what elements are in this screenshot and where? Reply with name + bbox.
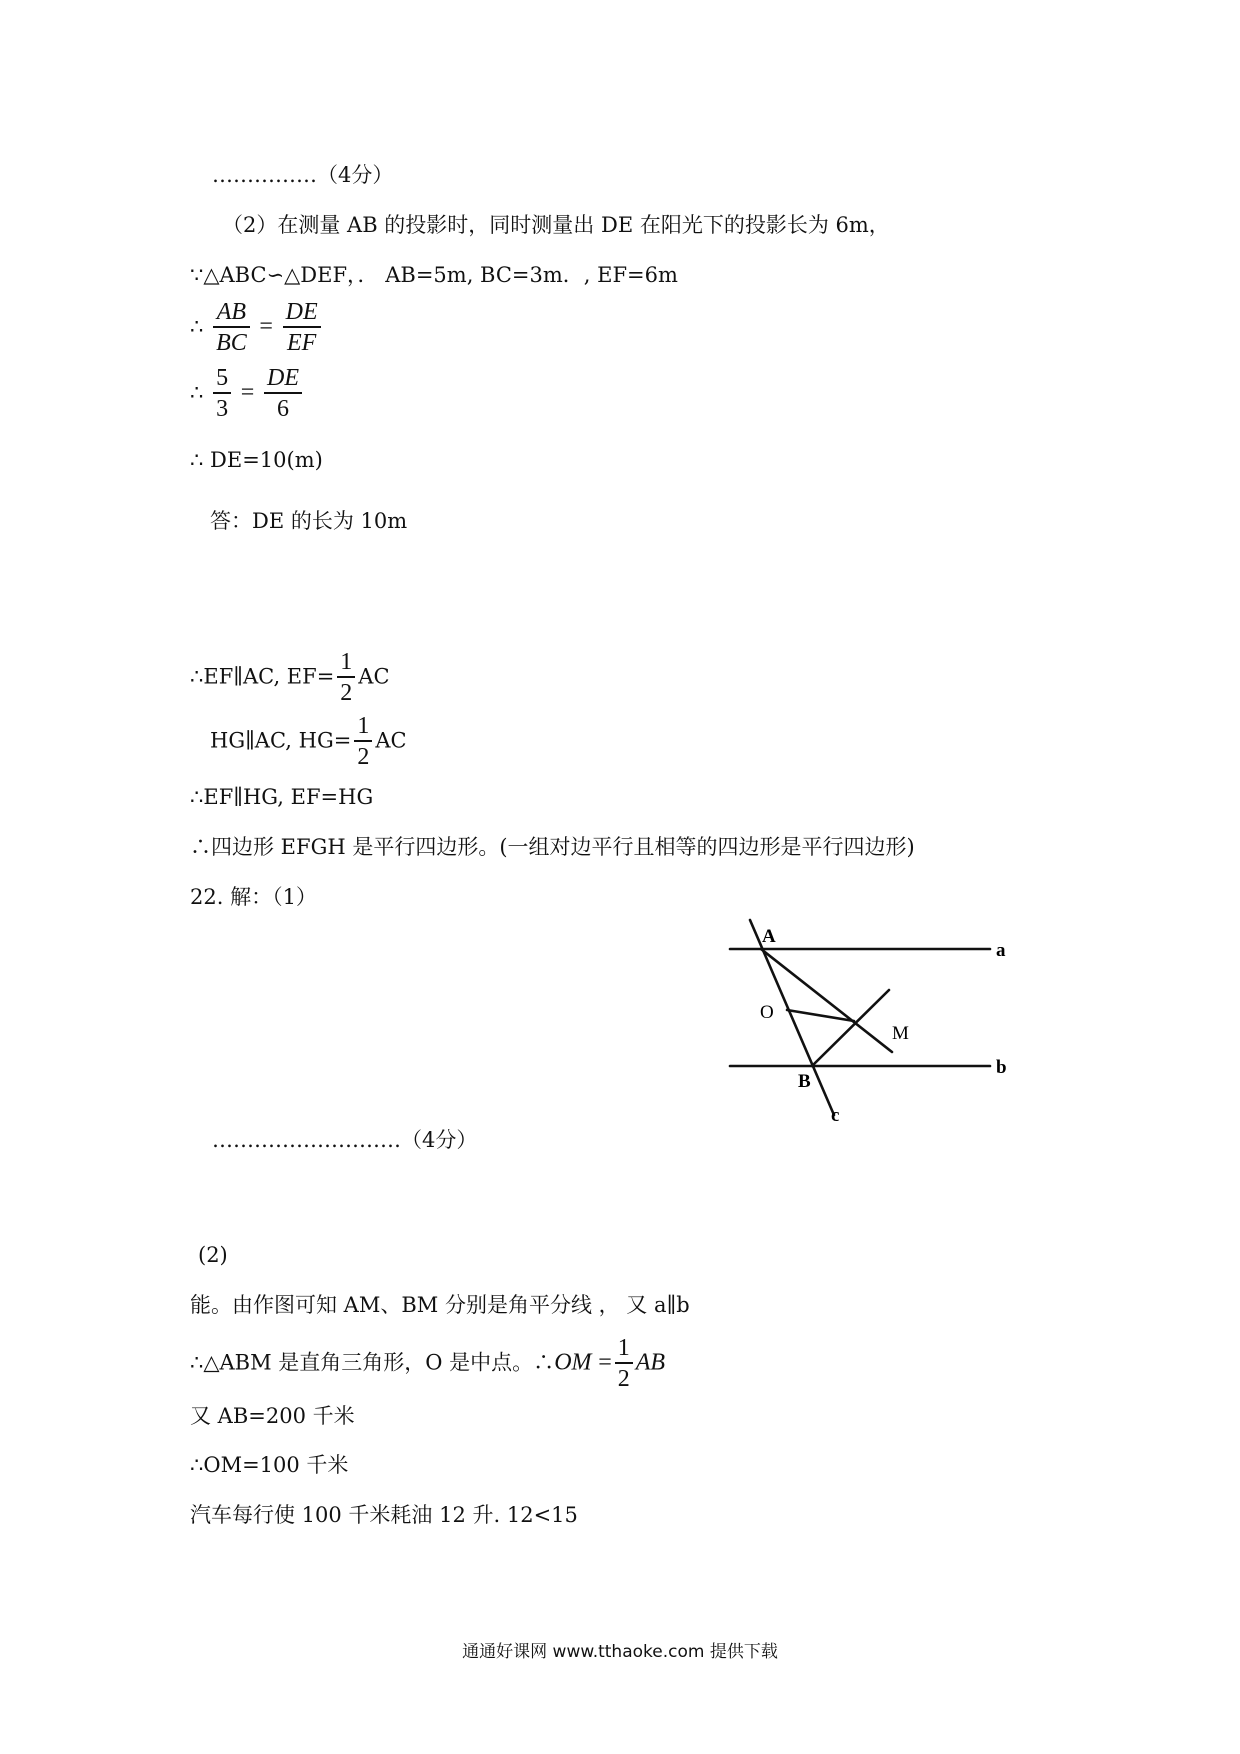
ratio-equation bbox=[190, 298, 324, 358]
score-line-1: ……………（4分） bbox=[212, 163, 394, 187]
numerator: DE bbox=[264, 364, 302, 394]
ef-parallel-line bbox=[190, 648, 390, 708]
label-point-m: M bbox=[892, 1023, 909, 1044]
answer-line: 答：DE 的长为 10m bbox=[210, 509, 408, 533]
om-equation bbox=[190, 1334, 665, 1394]
parallelogram-conclusion: ∴四边形 EFGH 是平行四边形。(一组对边平行且相等的四边形是平行四边形) bbox=[190, 835, 915, 859]
prefix: ∴EF∥AC, EF= bbox=[190, 664, 335, 689]
equals-sign: = bbox=[259, 313, 273, 340]
label-point-o: O bbox=[760, 1002, 774, 1023]
label-point-b: B bbox=[798, 1071, 811, 1092]
denominator: EF bbox=[286, 330, 317, 356]
fraction-5-3 bbox=[213, 364, 231, 424]
suffix: AC bbox=[375, 728, 407, 753]
label-point-a: A bbox=[762, 926, 776, 947]
numerator: 1 bbox=[337, 648, 355, 678]
prefix: HG∥AC, HG= bbox=[210, 728, 352, 753]
denominator: 2 bbox=[340, 680, 353, 706]
fraction-ab-bc bbox=[213, 298, 250, 358]
hg-parallel-line bbox=[210, 712, 407, 772]
label-line-b: b bbox=[996, 1057, 1007, 1078]
numerator: DE bbox=[283, 298, 321, 328]
label-line-c: c bbox=[831, 1105, 840, 1126]
result-line: ∴ DE=10(m) bbox=[190, 448, 323, 472]
fraction-half bbox=[615, 1334, 633, 1394]
ab-distance: 又 AB=200 千米 bbox=[190, 1404, 355, 1428]
therefore-symbol: ∴ bbox=[190, 314, 204, 339]
footer-credit: 通通好课网 www.tthaoke.com 提供下载 bbox=[462, 1642, 778, 1662]
rhs: AB bbox=[635, 1349, 666, 1376]
numerator: 1 bbox=[354, 712, 372, 742]
substituted-equation bbox=[190, 364, 305, 424]
question-2-intro: （2）在测量 AB 的投影时，同时测量出 DE 在阳光下的投影长为 6m， bbox=[222, 213, 890, 237]
score-line-2: ………………………（4分） bbox=[212, 1128, 478, 1152]
label-line-a: a bbox=[996, 940, 1006, 961]
question-22-heading: 22. 解：（1） bbox=[190, 885, 317, 909]
equals-sign: = bbox=[240, 379, 255, 406]
denominator: 3 bbox=[216, 396, 229, 422]
equals-sign: = bbox=[598, 1349, 612, 1376]
numerator: 5 bbox=[213, 364, 231, 394]
part-2-label: (2) bbox=[198, 1243, 228, 1267]
line-am bbox=[761, 949, 892, 1052]
given-statement: ∵△ABC∽△DEF，． AB=5m, BC=3m．, EF=6m bbox=[190, 263, 678, 287]
fraction-half bbox=[337, 648, 355, 708]
ef-hg-conclusion: ∴EF∥HG, EF=HG bbox=[190, 785, 374, 809]
fraction-de-ef bbox=[283, 298, 321, 358]
denominator: 2 bbox=[357, 744, 370, 770]
bisector-statement: 能。由作图可知 AM、BM 分别是角平分线 ， 又 a∥b bbox=[190, 1293, 690, 1317]
om-distance: ∴OM=100 千米 bbox=[190, 1453, 349, 1477]
fraction-de-6 bbox=[264, 364, 302, 424]
geometry-figure bbox=[720, 915, 1040, 1135]
numerator: 1 bbox=[615, 1334, 633, 1364]
fuel-statement: 汽车每行使 100 千米耗油 12 升. 12<15 bbox=[190, 1503, 578, 1527]
denominator: 2 bbox=[617, 1366, 630, 1392]
numerator: AB bbox=[213, 298, 250, 328]
denominator: BC bbox=[216, 330, 247, 356]
denominator: 6 bbox=[276, 396, 289, 422]
line-bm bbox=[812, 990, 889, 1066]
fraction-half bbox=[354, 712, 372, 772]
prefix: ∴△ABM 是直角三角形，O 是中点。∴ bbox=[190, 1350, 555, 1375]
therefore-symbol: ∴ bbox=[190, 380, 204, 405]
suffix: AC bbox=[358, 664, 390, 689]
lhs: OM bbox=[554, 1349, 592, 1376]
